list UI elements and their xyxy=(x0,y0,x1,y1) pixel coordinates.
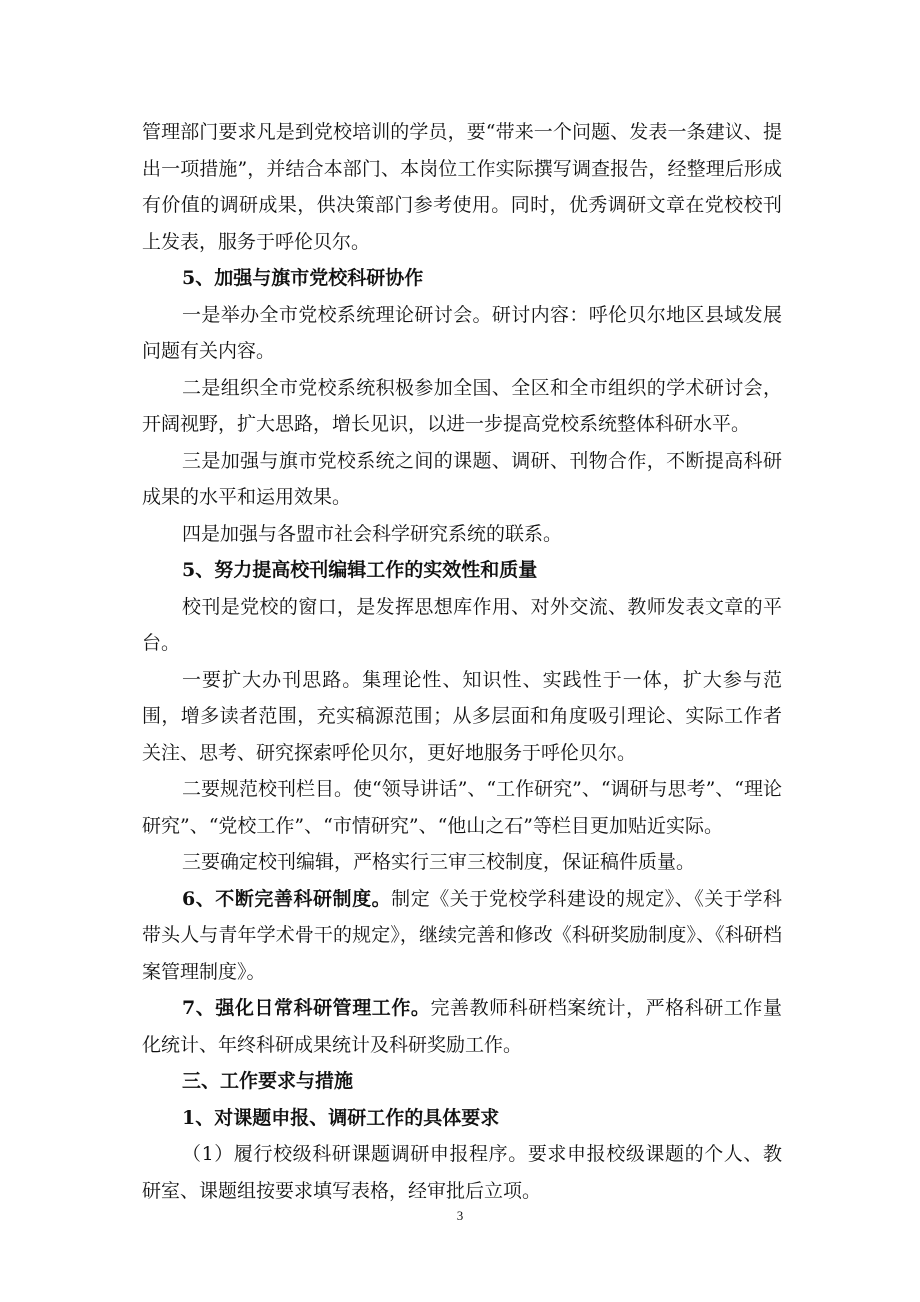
paragraph: 四是加强与各盟市社会科学研究系统的联系。 xyxy=(182,522,563,545)
paragraph: 二是组织全市党校系统积极参加全国、全区和全市组织的学术研讨会，开阔视野，扩大思路，增长见识，以进一步提高党校系统整体科研水平。 xyxy=(142,376,782,435)
item-7-title: 7、强化日常科研管理工作。 xyxy=(182,997,431,1019)
page-body xyxy=(142,114,782,1209)
section-heading-5b: 5、努力提高校刊编辑工作的实效性和质量 xyxy=(182,559,538,581)
paragraph: 二要规范校刊栏目。使“领导讲话”、“工作研究”、“调研与思考”、“理论研究”、“党校工作”、“市情研究”、“他山之石”等栏目更加贴近实际。 xyxy=(142,778,782,837)
subsection-heading-1: 1、对课题申报、调研工作的具体要求 xyxy=(182,1106,500,1129)
item-7-text: 完善教师科研档案统计，严格科研工作量化统计、年终科研成果统计及科研奖励工作。 xyxy=(142,997,782,1056)
paragraph: （1）履行校级科研课题调研申报程序。要求申报校级课题的个人、教研室、课题组按要求填写表格，经审批后立项。 xyxy=(142,1143,782,1202)
paragraph-item-7 xyxy=(142,990,782,1063)
item-6-text: 制定《关于党校学科建设的规定》、《关于学科带头人与青年学术骨干的规定》，继续完善和修改《科研奖励制度》、《科研档案管理制度》。 xyxy=(142,887,782,983)
paragraph-continued: 管理部门要求凡是到党校培训的学员，要“带来一个问题、发表一条建议、提出一项措施”，并结合本部门、本岗位工作实际撰写调查报告，经整理后形成有价值的调研成果，供决策部门参考使用。同时，优秀调研文章在党校校刊上发表，服务于呼伦贝尔。 xyxy=(142,121,782,253)
paragraph: 一要扩大办刊思路。集理论性、知识性、实践性于一体，扩大参与范围，增多读者范围，充实稿源范围；从多层面和角度吸引理论、实际工作者关注、思考、研究探索呼伦贝尔，更好地服务于呼伦贝尔。 xyxy=(142,668,782,764)
paragraph: 校刊是党校的窗口，是发挥思想库作用、对外交流、教师发表文章的平台。 xyxy=(142,595,782,654)
paragraph-item-6 xyxy=(142,881,782,991)
section-heading-3: 三、工作要求与措施 xyxy=(182,1070,354,1092)
paragraph: 三要确定校刊编辑，严格实行三审三校制度，保证稿件质量。 xyxy=(182,851,696,873)
item-6-title: 6、不断完善科研制度。 xyxy=(182,887,392,910)
page-number: 3 xyxy=(456,1208,464,1223)
section-heading-5a: 5、加强与旗市党校科研协作 xyxy=(182,267,424,289)
paragraph: 一是举办全市党校系统理论研讨会。研讨内容：呼伦贝尔地区县域发展问题有关内容。 xyxy=(142,303,782,362)
paragraph: 三是加强与旗市党校系统之间的课题、调研、刊物合作，不断提高科研成果的水平和运用效果。 xyxy=(142,449,782,508)
